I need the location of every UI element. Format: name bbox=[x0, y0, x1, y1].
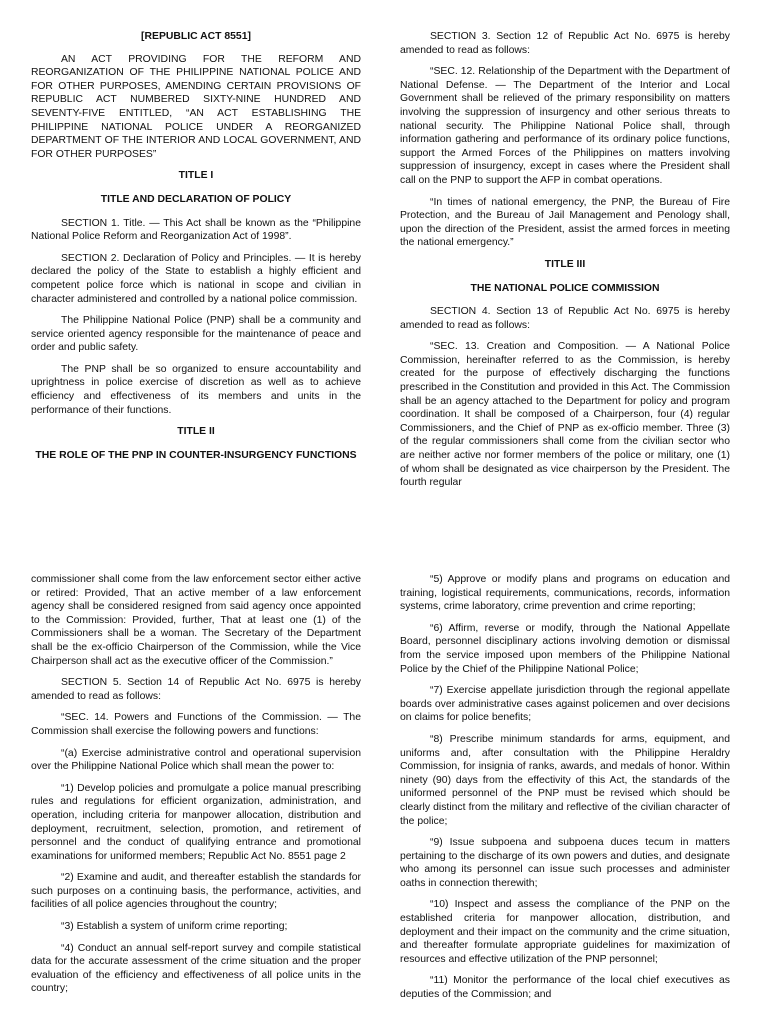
title-3-heading: TITLE III bbox=[544, 258, 586, 270]
page-break bbox=[0, 548, 768, 572]
item-5: “5) Approve or modify plans and programs on education and training, logistical requirements, communications, records, information systems, crime laboratory, crime prevention and crime reporting; bbox=[400, 574, 730, 613]
item-11: “11) Monitor the performance of the local chief executives as deputies of the Commission; and bbox=[400, 975, 730, 1001]
sec-12-text: “SEC. 12. Relationship of the Department with the Department of National Defense. — The Department of the Interior and Local Government shall be relieved of the primary responsibility on matters involving the suppression of insurgency and other serious threats to national security. The Philippine National Police shall, through information gathering and performance of its ordinary police functions, support the Armed Forces of the Philippines on matters involving suppression of insurgency, except in cases where the President shall call on the PNP to support the AFP in combat operations. bbox=[400, 66, 730, 186]
section-2-paragraph-2: The Philippine National Police (PNP) shall be a community and service oriented agency responsible for the maintenance of peace and order and public safety. bbox=[31, 315, 361, 354]
column-1 bbox=[31, 30, 361, 550]
sec-13-text: “SEC. 13. Creation and Composition. — A National Police Commission, hereinafter referred to as the Commission, is hereby created for the purpose of effectively discharging the functions prescribed in the Constitution and provided in this Act. The Commission shall be an agency attached to the Department for policy and program coordination. It shall be composed of a Chairperson, four (4) regular Commissioners, and the Chief of PNP as ex-officio member. Three (3) of the regular commissioners shall come from the civilian sector who are neither active nor former members of the police or military, one (1) of whom shall be designated as vice chairperson by the President. The fourth regular bbox=[400, 341, 730, 489]
act-title: AN ACT PROVIDING FOR THE REFORM AND REORGANIZATION OF THE PHILIPPINE NATIONAL POLICE AND FOR OTHER PURPOSES, AMENDING CERTAIN PROVISIONS OF REPUBLIC ACT NUMBERED SIXTY-NINE HUNDRED AND SEVENTY-FIVE ENTITLED, “AN ACT ESTABLISHING THE PHILIPPINE NATIONAL POLICE UNDER A REORGANIZED DEPARTMENT OF THE INTERIOR AND LOCAL GOVERNMENT, AND FOR OTHER PURPOSES” bbox=[31, 53, 361, 160]
column-2 bbox=[400, 30, 730, 550]
item-a: “(a) Exercise administrative control and operational supervision over the Philippine National Police which shall mean the power to: bbox=[31, 747, 361, 773]
title-3-name: THE NATIONAL POLICE COMMISSION bbox=[470, 282, 660, 294]
title-2-name: THE ROLE OF THE PNP IN COUNTER-INSURGENCY FUNCTIONS bbox=[35, 449, 357, 461]
sec-14-text: “SEC. 14. Powers and Functions of the Commission. — The Commission shall exercise the following powers and functions: bbox=[31, 712, 361, 737]
section-4: SECTION 4. Section 13 of Republic Act No. 6975 is hereby amended to read as follows: bbox=[400, 306, 730, 331]
sec-12-paragraph-2: “In times of national emergency, the PNP, the Bureau of Fire Protection, and the Bureau of Jail Management and Penology shall, upon the direction of the President, assist the armed forces in meeting the national emergency.” bbox=[400, 196, 730, 249]
title-1-name: TITLE AND DECLARATION OF POLICY bbox=[100, 193, 292, 205]
item-7: “7) Exercise appellate jurisdiction through the regional appellate boards over administrative cases against policemen and over decisions on claims for police benefits; bbox=[400, 685, 730, 724]
item-6: “6) Affirm, reverse or modify, through the National Appellate Board, personnel disciplinary actions involving demotion or dismissal from the service imposed upon members of the Philippine National Police by the Chief of the Philippine National Police; bbox=[400, 622, 730, 675]
item-1: “1) Develop policies and promulgate a police manual prescribing rules and regulations for efficient organization, administration, and operation, including criteria for manpower allocation, distribution and deployment, recruitment, selection, promotion, and retirement of personnel and the conduct of qualifying entrance and promotional examinations for uniformed members; Republic Act No. 8551 page 2 bbox=[31, 782, 361, 862]
section-2: SECTION 2. Declaration of Policy and Principles. — It is hereby declared the policy of the State to establish a highly efficient and competent police force which is national in scope and civilian in character administered and controlled by a national police commission. bbox=[31, 252, 361, 305]
column-3 bbox=[31, 573, 361, 1024]
column-4 bbox=[400, 573, 730, 1024]
section-5: SECTION 5. Section 14 of Republic Act No. 6975 is hereby amended to read as follows: bbox=[31, 677, 361, 702]
item-8: “8) Prescribe minimum standards for arms, equipment, and uniforms and, after consultation with the Philippine Heraldry Commission, for insignia of ranks, awards, and medals of honor. Within ninety (90) days from the effectivity of this Act, the standards of the uniformed personnel of the PNP must be revised which should be clearly distinct from the military and reflective of the civilian character of the police; bbox=[400, 733, 730, 827]
item-2: “2) Examine and audit, and thereafter establish the standards for such purposes on a continuing basis, the performance, activities, and facilities of all police agencies throughout the country; bbox=[31, 872, 361, 911]
section-3: SECTION 3. Section 12 of Republic Act No. 6975 is hereby amended to read as follows: bbox=[400, 31, 730, 56]
item-9: “9) Issue subpoena and subpoena duces tecum in matters pertaining to the discharge of its own powers and duties, and designate who among its personnel can issue such processes and administer oaths in connection therewith; bbox=[400, 837, 730, 889]
item-3: “3) Establish a system of uniform crime reporting; bbox=[61, 921, 288, 933]
republic-act-heading: [REPUBLIC ACT 8551] bbox=[141, 31, 251, 42]
title-2-heading: TITLE II bbox=[177, 426, 215, 438]
section-1: SECTION 1. Title. — This Act shall be known as the “Philippine National Police Reform and Reorganization Act of 1998”. bbox=[31, 217, 361, 243]
sec-13-continued: commissioner shall come from the law enforcement sector either active or retired: Provided, That an active member of a law enforcement agency shall be considered resigned from said agency once appointed to the Commission: Provided, further, That at least one (1) of the Commissioners shall be a woman. The Secretary of the Department shall be the ex-officio Chairperson of the Commission, while the Vice Chairperson shall act as the executive officer of the Commission.” bbox=[31, 574, 361, 667]
item-4: “4) Conduct an annual self-report survey and compile statistical data for the accurate assessment of the crime situation and the proper evaluation of the efficiency and effectiveness of all police units in the country; bbox=[31, 942, 361, 995]
section-2-paragraph-3: The PNP shall be so organized to ensure accountability and uprightness in police exercise of discretion as well as to achieve efficiency and effectiveness of its members and units in the performance of their functions. bbox=[31, 363, 361, 416]
item-10: “10) Inspect and assess the compliance of the PNP on the established criteria for manpower allocation, distribution, and deployment and their impact on the community and the crime situation, and thereafter formulate appropriate guidelines for maximization of resources and effective utilization of the PNP personnel; bbox=[400, 899, 730, 965]
title-1-heading: TITLE I bbox=[178, 170, 214, 182]
